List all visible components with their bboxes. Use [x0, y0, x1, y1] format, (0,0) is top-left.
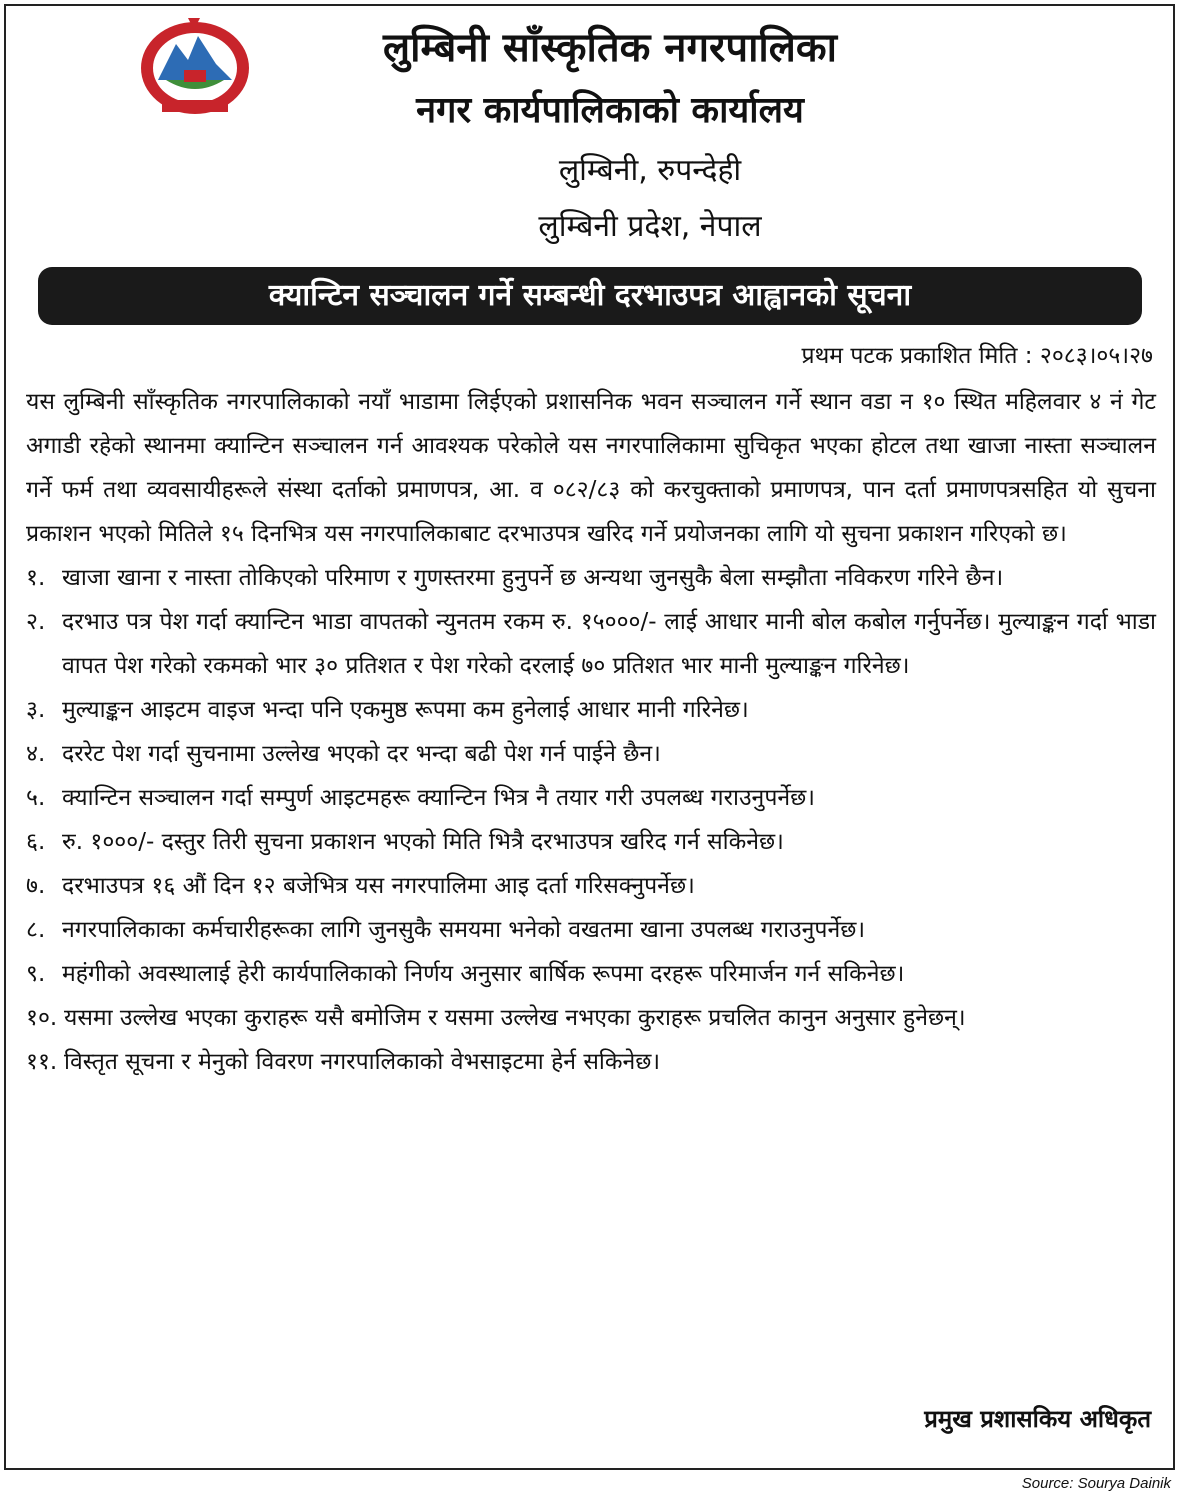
item-text: महंगीको अवस्थालाई हेरी कार्यपालिकाको निर्णय अनुसार बार्षिक रूपमा दरहरू परिमार्जन गर्न सकिनेछ।: [62, 961, 905, 987]
item-number: ९.: [26, 961, 46, 987]
item-number: ७.: [26, 873, 46, 899]
item-text: यसमा उल्लेख भएका कुराहरू यसै बमोजिम र यसमा उल्लेख नभएका कुराहरू प्रचलित कानुन अनुसार हुनेछन्।: [64, 1005, 966, 1031]
item-text: नगरपालिकाका कर्मचारीहरूका लागि जुनसुकै समयमा भनेको वखतमा खाना उपलब्ध गराउनुपर्नेछ।: [62, 917, 866, 943]
nepal-emblem-icon: [136, 14, 254, 118]
item-number: १.: [26, 565, 46, 591]
list-item: [26, 600, 1156, 688]
list-item: [26, 908, 1156, 952]
office-province: लुम्बिनी प्रदेश, नेपाल: [538, 209, 762, 244]
source-credit: Source: Sourya Dainik: [1021, 1475, 1171, 1492]
signatory-title: प्रमुख प्रशासकिय अधिकृत: [924, 1405, 1151, 1433]
list-item: [26, 556, 1156, 600]
item-text: रु. १०००/- दस्तुर तिरी सुचना प्रकाशन भएको मिति भित्रै दरभाउपत्र खरिद गर्न सकिनेछ।: [62, 829, 784, 855]
item-text: क्यान्टिन सञ्चालन गर्दा सम्पुर्ण आइटमहरू क्यान्टिन भित्र नै तयार गरी उपलब्ध गराउनुपर्नेछ।: [62, 785, 815, 811]
conditions-list: [26, 556, 1156, 1084]
list-item: [26, 820, 1156, 864]
notice-intro: यस लुम्बिनी साँस्कृतिक नगरपालिकाको नयाँ भाडामा लिईएको प्रशासनिक भवन सञ्चालन गर्ने स्थान वडा न १० स्थित महिलवार ४ नं गेट अगाडी रहेको स्थानमा क्यान्टिन सञ्चालन गर्न आवश्यक परेकोले यस नगरपालिकामा सुचिकृत भएका होटल तथा खाजा नास्ता सञ्चालन गर्ने फर्म तथा व्यवसायीहरूले संस्था दर्ताको प्रमाणपत्र, आ. व ०८२/८३ को करचुक्ताको प्रमाणपत्र, पान दर्ता प्रमाणपत्रसहित यो सुचना प्रकाशन भएको मितिले १५ दिनभित्र यस नगरपालिकाबाट दरभाउपत्र खरिद गर्ने प्रयोजनका लागि यो सुचना प्रकाशन गरिएको छ।: [26, 389, 1156, 547]
notice-body: [26, 380, 1156, 1084]
list-item: [26, 996, 1156, 1040]
item-text: दरभाउ पत्र पेश गर्दा क्यान्टिन भाडा वापतको न्युनतम रकम रु. १५०००/- लाई आधार मानी बोल कबोल गर्नुपर्नेछ। मुल्याङ्कन गर्दा भाडा वापत पेश गरेको रकमको भार ३० प्रतिशत र पेश गरेको दरलाई ७० प्रतिशत भार मानी मुल्याङ्कन गरिनेछ।: [62, 609, 1156, 679]
item-number: ४.: [26, 741, 46, 767]
item-text: दरभाउपत्र १६ औं दिन १२ बजेभित्र यस नगरपालिमा आइ दर्ता गरिसक्नुपर्नेछ।: [62, 873, 695, 899]
item-number: ८.: [26, 917, 46, 943]
item-text: मुल्याङ्कन आइटम वाइज भन्दा पनि एकमुष्ठ रूपमा कम हुनेलाई आधार मानी गरिनेछ।: [62, 697, 749, 723]
list-item: [26, 952, 1156, 996]
list-item: [26, 1040, 1156, 1084]
office-name: नगर कार्यपालिकाको कार्यालय: [416, 90, 804, 131]
item-number: ५.: [26, 785, 46, 811]
list-item: [26, 776, 1156, 820]
item-text: दररेट पेश गर्दा सुचनामा उल्लेख भएको दर भन्दा बढी पेश गर्न पाईने छैन।: [62, 741, 661, 767]
item-number: १०.: [26, 1005, 58, 1031]
item-number: ३.: [26, 697, 46, 723]
item-text: विस्तृत सूचना र मेनुको विवरण नगरपालिकाको वेभसाइटमा हेर्न सकिनेछ।: [64, 1049, 661, 1075]
office-location: लुम्बिनी, रुपन्देही: [558, 153, 742, 188]
notice-title: क्यान्टिन सञ्चालन गर्ने सम्बन्धी दरभाउपत्र आह्वानको सूचना: [38, 267, 1142, 325]
item-number: ११.: [26, 1049, 58, 1075]
item-number: २.: [26, 609, 46, 635]
list-item: [26, 864, 1156, 908]
item-number: ६.: [26, 829, 46, 855]
published-date: प्रथम पटक प्रकाशित मिति : २०८३।०५।२७: [801, 343, 1153, 369]
list-item: [26, 688, 1156, 732]
list-item: [26, 732, 1156, 776]
item-text: खाजा खाना र नास्ता तोकिएको परिमाण र गुणस्तरमा हुनुपर्ने छ अन्यथा जुनसुकै बेला सम्झौता नविकरण गरिने छैन।: [62, 565, 1004, 591]
municipality-name: लुम्बिनी साँस्कृतिक नगरपालिका: [382, 25, 837, 71]
